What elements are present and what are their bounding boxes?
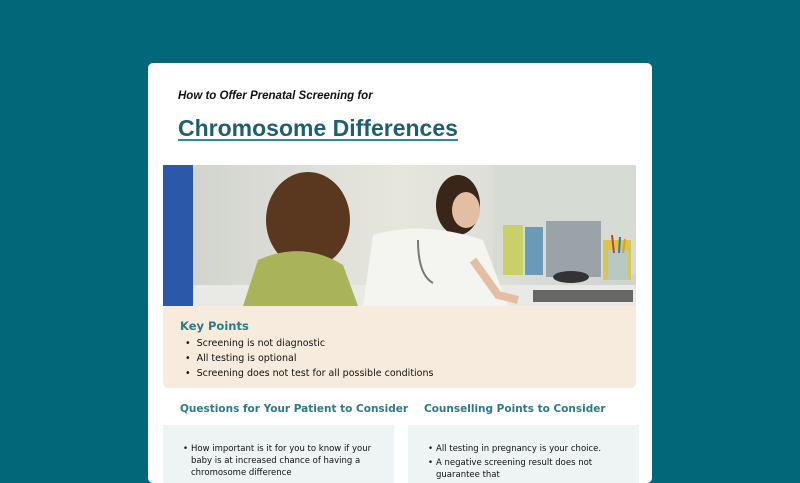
content-card	[148, 63, 652, 483]
counselling-panel	[408, 425, 639, 483]
list-item: • All testing is optional	[185, 351, 433, 366]
page-kicker: How to Offer Prenatal Screening for	[178, 90, 373, 102]
page-title-link[interactable]: Chromosome Differences	[178, 115, 458, 141]
questions-list	[183, 443, 383, 481]
clinic-consultation-image	[163, 165, 636, 306]
key-points-heading: Key Points	[180, 319, 249, 333]
questions-heading: Questions for Your Patient to Consider	[180, 403, 409, 415]
questions-panel	[163, 425, 394, 483]
list-item: • Screening is not diagnostic	[185, 336, 433, 351]
list-item: • How important is it for you to know if your baby is at increased chance of having a chromosome difference	[183, 443, 383, 479]
key-points-list	[185, 336, 433, 381]
list-item: • A negative screening result does not guarantee that	[428, 457, 628, 481]
list-item: • Screening does not test for all possible conditions	[185, 366, 433, 381]
list-item: • All testing in pregnancy is your choice.	[428, 443, 628, 455]
counselling-heading: Counselling Points to Consider	[424, 403, 606, 415]
hero-photo	[163, 165, 636, 306]
counselling-list	[428, 443, 628, 483]
key-points-box	[163, 306, 636, 388]
